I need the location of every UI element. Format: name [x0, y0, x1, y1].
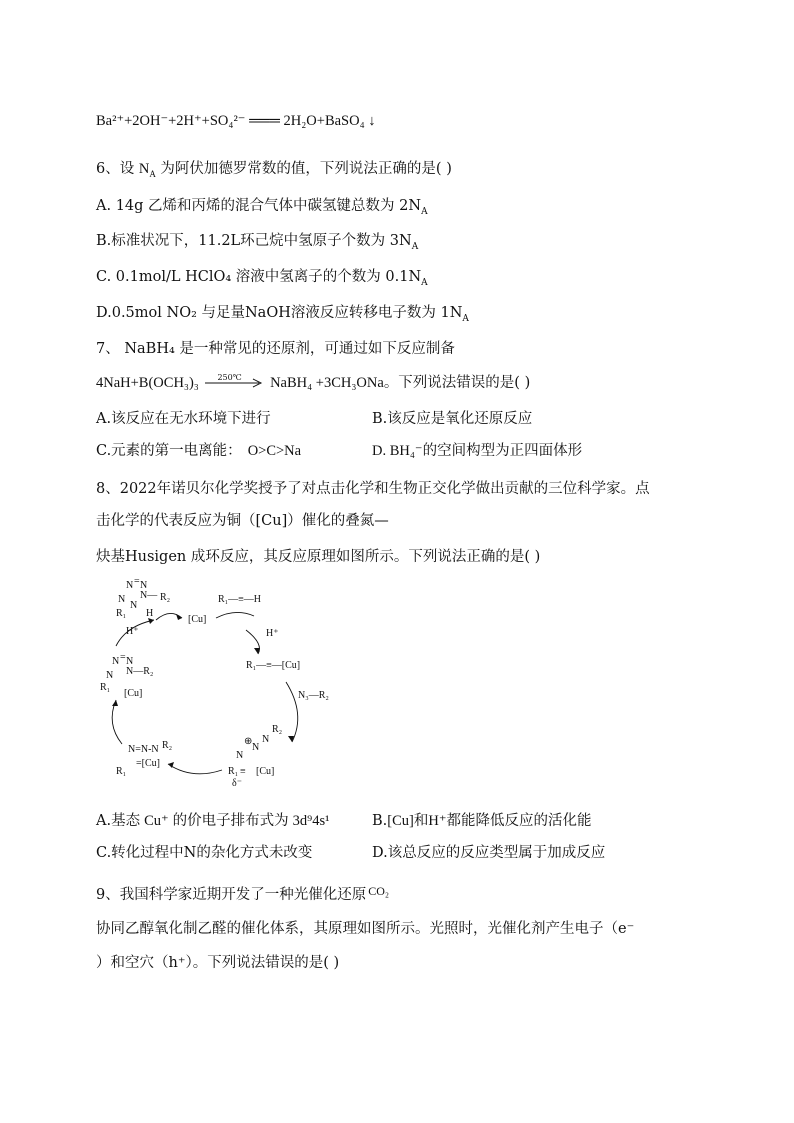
q9-stem-line-3: ）和空穴（h⁺）。下列说法错误的是( ): [96, 955, 340, 971]
proton-right-label: H⁺: [266, 628, 279, 639]
ionic-equation: Ba²⁺+2OH⁻+2H⁺+SO₄²⁻ ═══ 2H₂O+BaSO₄ ↓: [96, 113, 376, 129]
azide-copper-complex-structure: [228, 724, 282, 789]
q7-equation-products: NaBH₄ +3CH₃ONa: [270, 375, 384, 391]
svg-text:N: N: [236, 750, 244, 761]
azide-label: N₃—R₂: [298, 690, 329, 701]
q8-stem-line-2: 击化学的代表反应为铜（[Cu]）催化的叠氮—: [96, 513, 389, 529]
delta-label: δ⁻: [232, 778, 242, 789]
q6-option-d: D.0.5mol NO₂ 与足量NaOH溶液反应转移电子数为 $1N_A$: [96, 305, 469, 324]
svg-text:R₁: R₁: [100, 682, 111, 693]
arrow-icon: [203, 376, 265, 390]
svg-text:N: N: [112, 656, 120, 667]
triazole-cu-structure: [100, 652, 153, 699]
q6-stem-text: 6、设: [96, 161, 139, 177]
svg-text:N—: N—: [140, 590, 158, 601]
svg-text:≡: ≡: [240, 766, 246, 777]
svg-text:=[Cu]: =[Cu]: [136, 758, 160, 769]
q9-stem-line-2: 协同乙醇氧化制乙醛的催化体系，其原理如图所示。光照时，光催化剂产生电子（e⁻: [96, 921, 635, 937]
q8-option-d: D.该总反应的反应类型属于加成反应: [372, 845, 606, 861]
svg-text:R₁: R₁: [116, 766, 127, 777]
q6-option-a: A. 14g 乙烯和丙烯的混合气体中碳氢键总数为 $2N_A$: [96, 198, 428, 217]
r2-label: R₂: [160, 592, 171, 603]
q7-equation: [96, 372, 530, 394]
h-label: H: [146, 608, 154, 619]
q7-option-a: A.该反应在无水环境下进行: [96, 411, 271, 427]
q6-stem-subscript: A: [149, 168, 156, 179]
q6-stem-symbol: N: [138, 161, 150, 177]
q8-stem-line-3: 炔基Husigen 成环反应，其反应原理如图所示。下列说法正确的是( ): [96, 549, 541, 565]
svg-text:⊕: ⊕: [244, 736, 253, 747]
q6-stem-text-2: 为阿伏加德罗常数的值，下列说法正确的是( ): [155, 161, 452, 177]
q8-option-a: A.基态 Cu⁺ 的价电子排布式为 3d⁹4s¹: [96, 813, 330, 829]
reaction-condition: 250℃: [217, 373, 242, 382]
svg-text:N=N-N: N=N-N: [128, 744, 159, 755]
svg-text:=: =: [134, 576, 140, 587]
svg-text:N: N: [126, 656, 134, 667]
svg-text:[Cu]: [Cu]: [124, 688, 143, 699]
r1-label: R₁: [116, 608, 127, 619]
svg-text:N: N: [106, 670, 114, 681]
svg-text:N—R₂: N—R₂: [126, 666, 154, 677]
cu-catalyst-label: [Cu]: [188, 614, 207, 625]
triazole-h-structure: [116, 576, 170, 619]
q6-stem: [96, 158, 452, 185]
q7-stem: 7、 NaBH₄ 是一种常见的还原剂，可通过如下反应制备: [96, 341, 455, 357]
q6-option-c: C. 0.1mol/L HClO₄ 溶液中氢离子的个数为 $0.1N_A$: [96, 269, 428, 288]
q7-option-c: C.元素的第一电离能： O>C>Na: [96, 443, 302, 459]
svg-text:N: N: [262, 734, 270, 745]
q8-stem-line-1: 8、2022年诺贝尔化学奖授予了对点击化学和生物正交化学做出贡献的三位科学家。点: [96, 481, 650, 497]
proton-left-label: H⁺: [126, 626, 139, 637]
svg-text:[Cu]: [Cu]: [256, 766, 275, 777]
reaction-arrow: [203, 373, 265, 390]
q6-option-b: B.标准状况下，11.2L环己烷中氢原子个数为 $3N_A$: [96, 233, 419, 252]
q7-equation-reactants: 4NaH+B(OCH₃)₃: [96, 375, 199, 391]
q7-option-d: D. BH₄⁻的空间构型为正四面体形: [372, 443, 583, 459]
svg-text:R₁: R₁: [228, 766, 239, 777]
q7-equation-tail: 。下列说法错误的是( ): [383, 375, 531, 391]
svg-text:N: N: [140, 580, 148, 591]
svg-text:R₂: R₂: [272, 724, 283, 735]
svg-text:N: N: [118, 594, 126, 605]
q9-stem-line-1: 9、我国科学家近期开发了一种光催化还原 $^{CO_2}$: [96, 884, 390, 903]
catalytic-cycle-diagram: [96, 574, 346, 794]
svg-text:R₂: R₂: [162, 740, 173, 751]
svg-text:N: N: [252, 742, 260, 753]
svg-text:N: N: [126, 580, 134, 591]
copper-acetylide-label: R₁—≡—[Cu]: [246, 660, 301, 671]
metallacycle-structure: [116, 740, 172, 777]
svg-text:N: N: [130, 600, 138, 611]
q8-option-c: C.转化过程中N的杂化方式未改变: [96, 845, 313, 861]
svg-text:=: =: [120, 652, 126, 663]
q7-option-b: B.该反应是氧化还原反应: [372, 411, 533, 427]
q8-option-b: B.[Cu]和H⁺都能降低反应的活化能: [372, 813, 592, 829]
alkyne-label: R₁—≡—H: [218, 594, 262, 605]
